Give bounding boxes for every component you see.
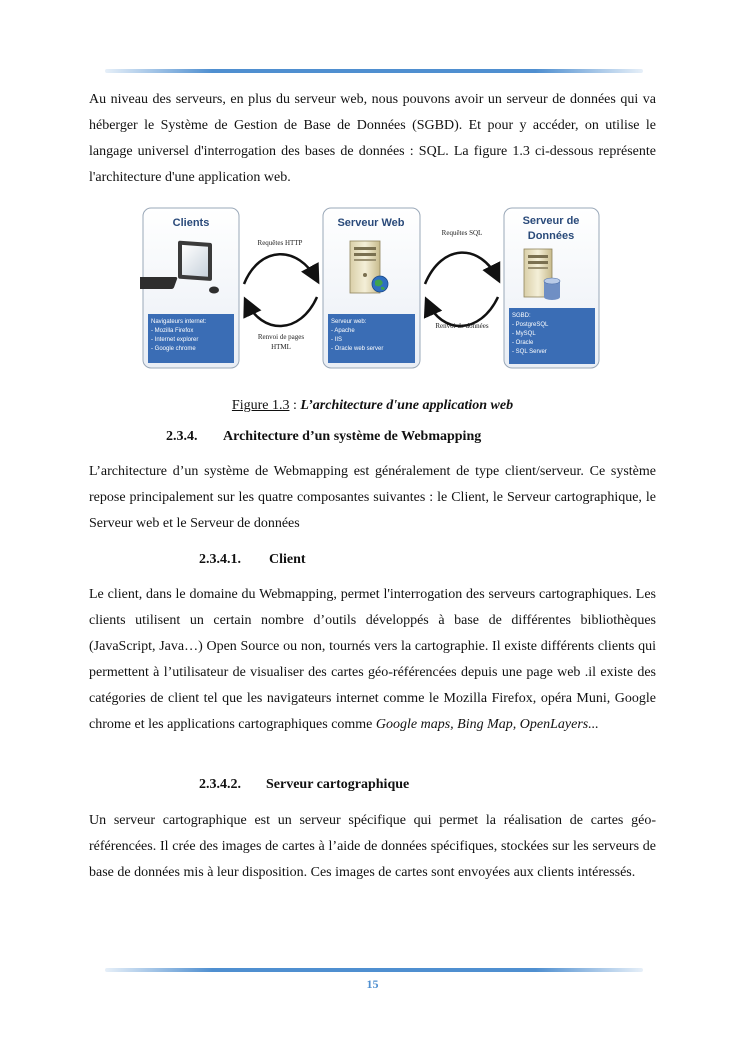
data-server-list-line: - PostgreSQL <box>512 322 549 328</box>
data-server-list-line: - Oracle <box>512 340 534 346</box>
clients-list-line: - Internet explorer <box>151 337 199 343</box>
figure-caption <box>0 398 745 414</box>
data-server-card <box>504 208 599 368</box>
paragraph-client-text: Le client, dans le domaine du Webmapping, permet l'interrogation des serveurs cartographiques. Les clients utilisent un certain nombre d’outils développés à base de différentes bibliothèques (JavaScript, Java…) Open Source ou non, tournés vers la cartographie. Il existe différents clients qui permettent à l’utilisateur de visualiser des cartes géo-référencées depuis une page web .il existe des catégories de client tel que les navigateurs internet comme le Mozilla Firefox, opéra Muni, Google chrome et les applications cartographiques comme <box>89 587 656 732</box>
html-return-arrow <box>246 297 317 326</box>
section-heading-2-3-4 <box>166 429 481 445</box>
paragraph-client <box>89 582 656 738</box>
paragraph-intro-servers: Au niveau des serveurs, en plus du serveur web, nous pouvons avoir un serveur de données qui va héberger le Système de Gestion de Base de Données (SGBD). Et pour y accéder, on utilise le langage universel d'interrogation des bases de données : SQL. La figure 1.3 ci-dessous représente l'architecture d'une application web. <box>89 92 656 185</box>
section-heading-2-3-4-2 <box>199 777 409 793</box>
header-rule <box>105 69 643 73</box>
http-request-arrow <box>244 254 317 284</box>
html-return-label-line1: Renvoi de pages <box>257 333 305 341</box>
section-number: 2.3.4.1. <box>199 552 241 567</box>
paragraph-map-server: Un serveur cartographique est un serveur spécifique qui permet la réalisation de cartes géo-référencées. Il crée des images de cartes à l’aide de données spécifiques, stockées sur les serveurs de base de données mis à leur disposition. Ces images de cartes sont envoyées aux clients intéressés. <box>89 813 656 880</box>
clients-list-line: Navigateurs internet: <box>151 319 207 325</box>
web-server-card <box>323 208 420 368</box>
clients-title: Clients <box>172 217 210 229</box>
web-server-list-line: Serveur web: <box>331 319 367 325</box>
data-return-label: Renvoi de données <box>435 322 489 330</box>
web-server-list-line: - Oracle web server <box>331 346 384 352</box>
data-server-title-line1: Serveur de <box>522 215 580 227</box>
database-cylinder-icon <box>544 278 560 300</box>
caption-separator: : <box>289 398 301 413</box>
html-return-label-line2: HTML <box>271 343 291 351</box>
web-server-list-line: - IIS <box>331 337 343 343</box>
figure-label: Figure 1.3 <box>231 398 290 413</box>
clients-card <box>140 208 239 368</box>
web-server-title: Serveur Web <box>337 217 405 229</box>
clients-list-line: - Mozilla Firefox <box>151 328 194 334</box>
section-title: Architecture d’un système de Webmapping <box>223 429 482 444</box>
sql-request-label: Requêtes SQL <box>441 229 483 237</box>
data-server-list-line: SGBD: <box>512 313 531 319</box>
section-title: Serveur cartographique <box>266 777 410 792</box>
paragraph-webmapping-architecture: L’architecture d’un système de Webmapping est généralement de type client/serveur. Ce système repose principalement sur les quatre composantes suivantes : le Client, le Serveur cartographique, le Serveur web et le Serveur de données <box>89 464 656 531</box>
paragraph-client-examples: Google maps, Bing Map, OpenLayers... <box>375 717 599 732</box>
section-heading-2-3-4-1 <box>199 552 306 568</box>
web-server-list-line: - Apache <box>331 328 355 334</box>
globe-icon <box>372 276 388 292</box>
sql-request-arrow <box>425 253 498 284</box>
data-server-list-line: - SQL Server <box>512 349 547 355</box>
data-server-list-line: - MySQL <box>512 331 536 337</box>
section-number: 2.3.4.2. <box>199 777 241 792</box>
data-server-title-line2: Données <box>527 230 575 242</box>
clients-list-line: - Google chrome <box>151 346 196 352</box>
http-request-label: Requêtes HTTP <box>257 239 303 247</box>
page-number: 15 <box>366 977 379 991</box>
section-number: 2.3.4. <box>166 429 198 444</box>
section-title: Client <box>269 552 306 567</box>
architecture-diagram <box>140 205 602 375</box>
figure-title: L’architecture d'une application web <box>300 398 514 413</box>
footer-rule <box>105 968 643 972</box>
